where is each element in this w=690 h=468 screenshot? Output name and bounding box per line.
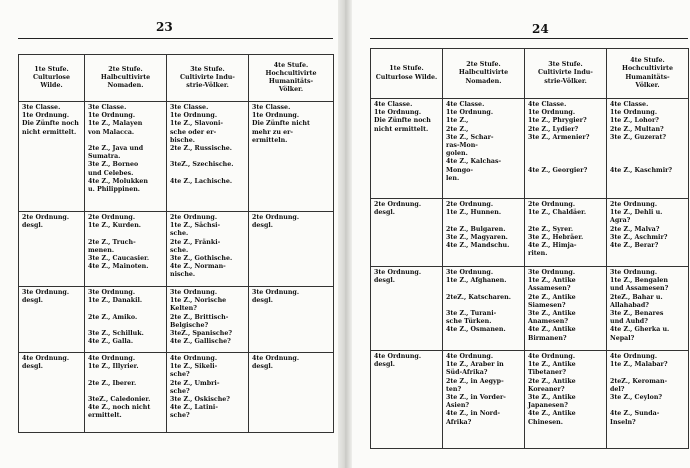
header-stage-1: 1te Stufe. Culturlose Wilde. — [371, 49, 443, 99]
header-stage-2: 2te Stufe. Halbcultivirte Nomaden. — [443, 49, 525, 99]
right-page — [352, 0, 690, 468]
table-header-row — [371, 49, 689, 99]
left-page — [0, 0, 338, 468]
header-stage-3: 3te Stufe. Cultivirte Indu- strie-Völker. — [525, 49, 607, 99]
table-row — [19, 353, 334, 433]
classification-table — [370, 48, 689, 449]
table-cell: 4te Ordnung. 1te Z., Araber in Süd-Afrika? 2te Z., in Aegyp- ten? 3te Z., in Vorder- Asien? 4te Z., in Nord- Afrika? — [443, 351, 525, 449]
table-cell: 4te Ordnung. 1te Z., Malabar? 2teZ., Keroman- del? 3te Z., Ceylon? 4te Z., Sunda- Inseln? — [607, 351, 689, 449]
page-number-rule — [370, 38, 688, 39]
table-cell: 2te Ordnung. 1te Z., Hunnen. 2te Z., Bulgaren. 3te Z., Magyaren. 4te Z., Mandschu. — [443, 199, 525, 267]
table-cell: 4te Classe. 1te Ordnung. 1te Z., Lohor? 2te Z., Multan? 3te Z., Guzerat? 4te Z., Kaschmir? — [607, 99, 689, 199]
page-number: 23 — [156, 20, 173, 34]
table-cell: 2te Ordnung. 1te Z., Chaldäer. 2te Z., Syrer. 3te Z., Hebräer. 4te Z., Himja- riten. — [525, 199, 607, 267]
table-cell: 3te Ordnung. 1te Z., Norische Kelten? 2te Z., Brittisch- Belgische? 3teZ., Spanische? 4te Z., Gallische? — [167, 287, 249, 353]
header-stage-3: 3te Stufe. Cultivirte Indu- strie-Völker. — [167, 55, 249, 102]
classification-table — [18, 54, 334, 433]
header-stage-4: 4te Stufe. Hochcultivirte Humanitäts- Völker. — [607, 49, 689, 99]
header-stage-1: 1te Stufe. Culturlose Wilde. — [19, 55, 85, 102]
book-gutter — [338, 0, 352, 468]
table-cell: 4te Classe. 1te Ordnung. Die Zünfte noch nicht ermittelt. — [371, 99, 443, 199]
header-stage-4: 4te Stufe. Hochcultivirte Humanitäts- Völker. — [249, 55, 334, 102]
table-row — [371, 199, 689, 267]
table-cell: 4te Ordnung. desgl. — [371, 351, 443, 449]
table-cell: 3te Classe. 1te Ordnung. 1te Z., Slavoni- sche oder er- bische. 2te Z., Russische. 3teZ., Szechische. 4te Z., Lachische. — [167, 102, 249, 212]
table-cell: 2te Ordnung. desgl. — [19, 212, 85, 287]
table-cell: 2te Ordnung. desgl. — [249, 212, 334, 287]
table-cell: 4te Ordnung. desgl. — [249, 353, 334, 433]
table-cell: 4te Ordnung. 1te Z., Illyrier. 2te Z., Iberer. 3teZ., Caledonier. 4te Z., noch nicht ermittelt. — [85, 353, 167, 433]
table-cell: 3te Ordnung. 1te Z., Danakil. 2te Z., Amiko. 3te Z., Schilluk. 4te Z., Galla. — [85, 287, 167, 353]
table-cell: 3te Ordnung. 1te Z., Afghanen. 2teZ., Katscharen. 3te Z., Turani- sche Türken. 4te Z., Osmanen. — [443, 267, 525, 351]
table-cell: 3te Ordnung. desgl. — [249, 287, 334, 353]
table-cell: 3te Ordnung. desgl. — [371, 267, 443, 351]
table-cell: 2te Ordnung. 1te Z., Kurden. 2te Z., Truch- menen. 3te Z., Caucasier. 4te Z., Mainoten. — [85, 212, 167, 287]
header-stage-2: 2te Stufe. Halbcultivirte Nomaden. — [85, 55, 167, 102]
page-number-rule — [18, 38, 333, 39]
table-row — [19, 102, 334, 212]
table-cell: 4te Classe. 1te Ordnung. 1te Z., 2te Z., 3te Z., Schar- ras-Mon- golen. 4te Z., Kalchas- Mongo- len. — [443, 99, 525, 199]
table-row — [19, 212, 334, 287]
page-number: 24 — [532, 22, 549, 36]
table-row — [371, 99, 689, 199]
table-cell: 3te Classe. 1te Ordnung. 1te Z., Malayen von Malacca. 2te Z., Java und Sumatra. 3te Z., Borneo und Celebes. 4te Z., Molukken u. Philippinen. — [85, 102, 167, 212]
table-cell: 4te Ordnung. 1te Z., Sikeli- sche? 2te Z., Umbri- sche? 3te Z., Oskische? 4te Z., Latini- sche? — [167, 353, 249, 433]
table-cell: 3te Ordnung. desgl. — [19, 287, 85, 353]
table-cell: 3te Ordnung. 1te Z., Antike Assamesen? 2te Z., Antike Siamesen? 3te Z., Antike Anamesen? 4te Z., Antike Birmanen? — [525, 267, 607, 351]
table-cell: 2te Ordnung. 1te Z., Sächsi- sche. 2te Z., Fränki- sche. 3te Z., Gothische. 4te Z., Norman- nische. — [167, 212, 249, 287]
table-cell: 2te Ordnung. 1te Z., Dehli u. Agra? 2te Z., Malva? 3te Z., Aschmir? 4te Z., Berar? — [607, 199, 689, 267]
table-cell: 4te Classe. 1te Ordnung. 1te Z., Phrygier? 2te Z., Lydier? 3te Z., Armenier? 4te Z., Georgier? — [525, 99, 607, 199]
table-cell: 4te Ordnung. desgl. — [19, 353, 85, 433]
table-row — [371, 267, 689, 351]
table-cell: 2te Ordnung. desgl. — [371, 199, 443, 267]
table-cell: 3te Ordnung. 1te Z., Bengalen und Assamesen? 2teZ., Bahar u. Allahabad? 3te Z., Benares und Auhd? 4te Z., Gherka u. Nepal? — [607, 267, 689, 351]
table-header-row — [19, 55, 334, 102]
table-row — [19, 287, 334, 353]
table-cell: 3te Classe. 1te Ordnung. Die Zünfte nicht mehr zu er- ermitteln. — [249, 102, 334, 212]
table-cell: 3te Classe. 1te Ordnung. Die Zünfte noch nicht ermittelt. — [19, 102, 85, 212]
table-row — [371, 351, 689, 449]
table-cell: 4te Ordnung. 1te Z., Antike Tibetaner? 2te Z., Antike Koreaner? 3te Z., Antike Japanesen? 4te Z., Antike Chinesen. — [525, 351, 607, 449]
